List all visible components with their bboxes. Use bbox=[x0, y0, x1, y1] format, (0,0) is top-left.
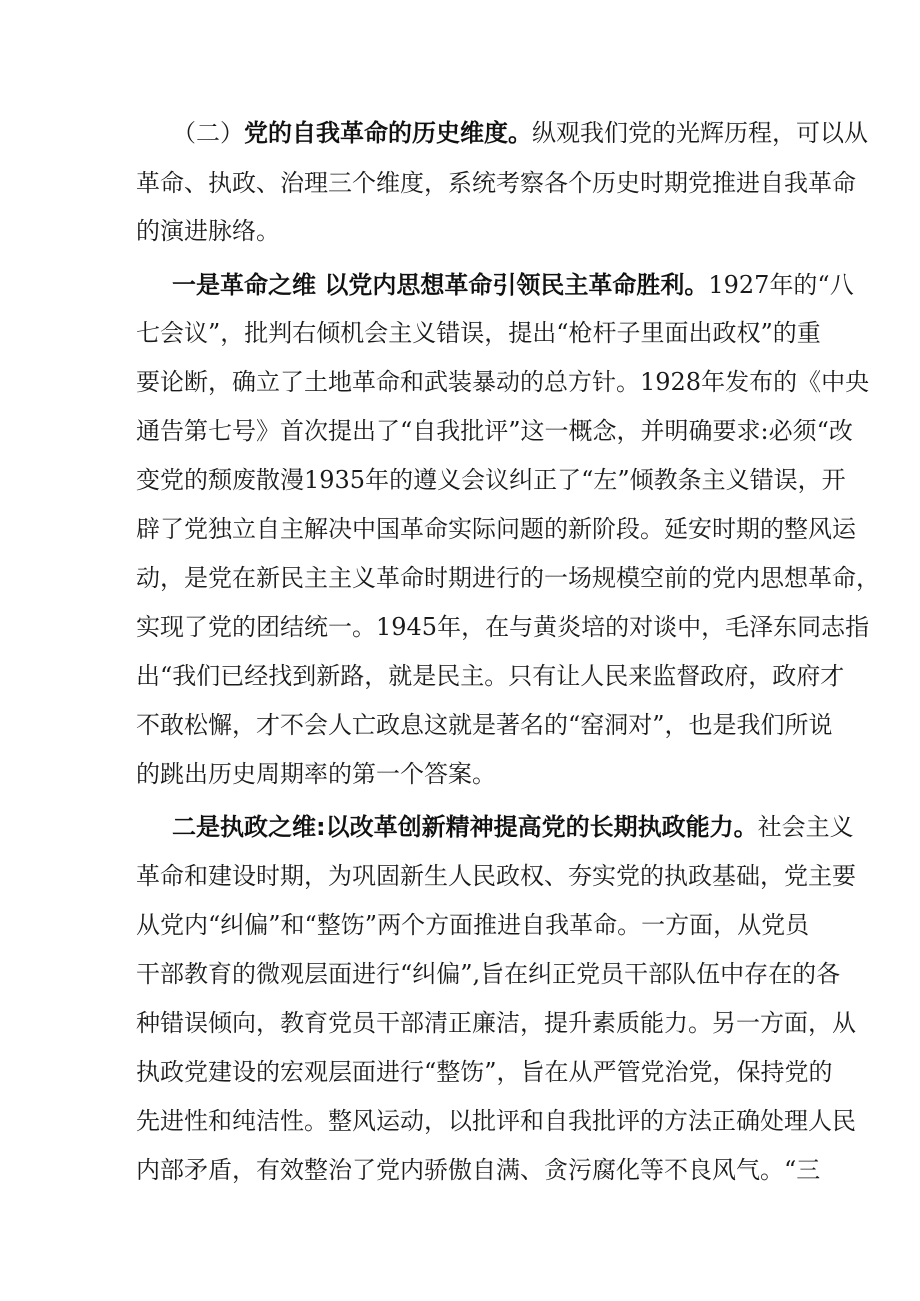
paragraph-1-line-1 bbox=[172, 270, 854, 300]
paragraph-1-line-2: 七会议”，批判右倾机会主义错误，提出“枪杆子里面出政权”的重 bbox=[136, 319, 821, 347]
paragraph-1-lead-rest: 1927年的“八 bbox=[708, 271, 854, 299]
section-heading-line-3: 的演进脉络。 bbox=[136, 217, 280, 245]
paragraph-1-line-5: 变党的颓废散漫1935年的遵义会议纠正了“左”倾教条主义错误，开 bbox=[136, 466, 846, 494]
paragraph-1-line-3: 要论断，确立了土地革命和武装暴动的总方针。1928年发布的《中央 bbox=[136, 368, 870, 396]
section-heading-line-1 bbox=[172, 118, 868, 148]
paragraph-2-lead: 二是执政之维:以改革创新精神提高党的长期执政能力。 bbox=[172, 813, 758, 841]
section-heading-title: 党的自我革命的历史维度。 bbox=[244, 119, 532, 147]
paragraph-2-line-6: 执政党建设的宏观层面进行“整饬”，旨在从严管党治党，保持党的 bbox=[136, 1058, 833, 1086]
paragraph-1-line-8: 实现了党的团结统一。1945年，在与黄炎培的对谈中，毛泽东同志指 bbox=[136, 613, 870, 641]
section-heading-prefix: （二） bbox=[172, 119, 244, 147]
paragraph-1-line-9: 出“我们已经找到新路，就是民主。只有让人民来监督政府，政府才 bbox=[136, 662, 845, 690]
paragraph-2-line-3: 从党内“纠偏”和“整饬”两个方面推进自我革命。一方面，从党员 bbox=[136, 911, 810, 939]
paragraph-1-line-7: 动，是党在新民主主义革命时期进行的一场规模空前的党内思想革命， bbox=[136, 564, 880, 592]
paragraph-1-line-4: 通告第七号》首次提出了“自我批评”这一概念，并明确要求:必须“改 bbox=[136, 417, 853, 445]
paragraph-2-line-2: 革命和建设时期，为巩固新生人民政权、夯实党的执政基础，党主要 bbox=[136, 862, 856, 890]
paragraph-1-line-10: 不敢松懈，才不会人亡政息这就是著名的“窑洞对”，也是我们所说 bbox=[136, 711, 833, 739]
paragraph-2-line-7: 先进性和纯洁性。整风运动，以批评和自我批评的方法正确处理人民 bbox=[136, 1107, 856, 1135]
paragraph-2-line-8: 内部矛盾，有效整治了党内骄傲自满、贪污腐化等不良风气。“三 bbox=[136, 1156, 821, 1184]
paragraph-2-lead-rest: 社会主义 bbox=[757, 813, 854, 841]
section-heading-text: 纵观我们党的光辉历程，可以从 bbox=[532, 119, 868, 147]
paragraph-2-line-5: 种错误倾向，教育党员干部清正廉洁，提升素质能力。另一方面，从 bbox=[136, 1009, 856, 1037]
section-heading-line-2: 革命、执政、治理三个维度，系统考察各个历史时期党推进自我革命 bbox=[136, 169, 856, 197]
paragraph-2-line-1 bbox=[172, 812, 854, 842]
paragraph-1-line-11: 的跳出历史周期率的第一个答案。 bbox=[136, 760, 496, 788]
paragraph-1-lead: 一是革命之维 以党内思想革命引领民主革命胜利。 bbox=[172, 271, 709, 299]
paragraph-2-line-4: 干部教育的微观层面进行“纠偏”,旨在纠正党员干部队伍中存在的各 bbox=[136, 960, 841, 988]
paragraph-1-line-6: 辟了党独立自主解决中国革命实际问题的新阶段。延安时期的整风运 bbox=[136, 515, 856, 543]
